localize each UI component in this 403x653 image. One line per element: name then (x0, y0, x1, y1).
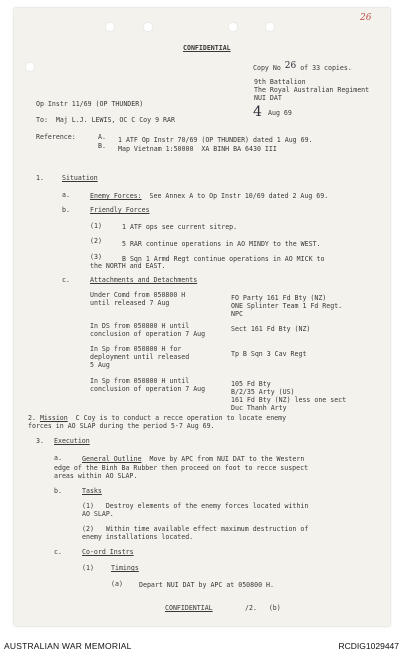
general-outline-line-2: edge of the Binh Ba Rubber then proceed on foot to recce suspect (54, 464, 309, 472)
continuation-marker: /2. (b) (245, 604, 281, 612)
section-3b-key: b. (54, 487, 62, 495)
handwritten-date-day: 4 (253, 104, 262, 120)
attach-row-4-left-2: conclusion of operation 7 Aug (90, 385, 206, 393)
task-1-line-2: AO SLAP. (82, 510, 114, 518)
tasks-title: Tasks (82, 487, 102, 495)
section-1-title: Situation (62, 174, 98, 182)
attach-row-4-left-1: In Sp from 050800 H until (90, 377, 190, 385)
friendly-3-cont: the NORTH and EAST. (90, 262, 166, 270)
friendly-3-text: B Sqn 1 Armd Regt continue operations in AO MICK to (122, 255, 325, 263)
attach-row-4-right-4: Duc Thanh Arty (231, 404, 287, 412)
section-1-number: 1. (36, 174, 44, 182)
reference-b-key: B. (98, 142, 106, 150)
attach-row-1-left-2: until released 7 Aug (90, 299, 170, 307)
punch-hole (143, 22, 153, 32)
addressee: To: Maj L.J. LEWIS, OC C Coy 9 RAR (36, 116, 175, 124)
attach-row-3-left-1: In Sp from 050800 H for (90, 345, 182, 353)
classification-footer: CONFIDENTIAL (165, 604, 213, 612)
section-1a-key: a. (62, 191, 70, 199)
mission-line-2: forces in AO SLAP during the period 5-7 Aug 69. (28, 422, 215, 430)
attach-row-4-right-1: 105 Fd Bty (231, 380, 271, 388)
archive-record-id: RCDIG1029447 (338, 641, 399, 651)
mission-line-1: 2. Mission C Coy is to conduct a recce operation to locate enemy (28, 414, 287, 422)
attach-row-3-right-1: Tp B Sqn 3 Cav Regt (231, 350, 307, 358)
general-outline-line-1: General Outline Move by APC from NUI DAT to the Western (82, 455, 305, 463)
coord-instrs-title: Co-ord Instrs (82, 548, 134, 556)
classification-header: CONFIDENTIAL (183, 44, 231, 52)
attach-row-1-right-1: FO Party 161 Fd Bty (NZ) (231, 294, 327, 302)
attach-row-4-right-3: 161 Fd Bty (NZ) less one sect (231, 396, 347, 404)
attach-row-1-right-3: NPC (231, 310, 243, 318)
attachments-title: Attachments and Detachments (90, 276, 198, 284)
punch-hole (105, 22, 115, 32)
reference-label: Reference: (36, 133, 76, 141)
attach-row-2-left-1: In DS from 050800 H until (90, 322, 190, 330)
attach-row-2-right-1: Sect 161 Fd Bty (NZ) (231, 325, 311, 333)
timing-a-text: Depart NUI DAT by APC at 050800 H. (139, 581, 274, 589)
timing-a-key: (a) (111, 580, 123, 588)
regiment-name: The Royal Australian Regiment (254, 86, 370, 94)
reference-b-text: Map Vietnam 1:50000 XA BINH BA 6430 III (118, 145, 277, 153)
friendly-2-text: 5 RAR continue operations in AO MINDY to the WEST. (122, 240, 321, 248)
attach-row-3-left-2: deployment until released (90, 353, 190, 361)
attach-row-4-right-2: B/2/35 Arty (US) (231, 388, 295, 396)
general-outline-line-3: areas within AO SLAP. (54, 472, 138, 480)
handwritten-page-number: 26 (360, 13, 372, 23)
enemy-forces-line: Enemy Forces: See Annex A to Op Instr 10/69 dated 2 Aug 69. (90, 192, 329, 200)
order-title: Op Instr 11/69 (OP THUNDER) (36, 100, 144, 108)
section-3a-key: a. (54, 454, 62, 462)
friendly-2-key: (2) (90, 237, 102, 245)
timings-title: Timings (111, 564, 139, 572)
punch-hole (228, 22, 238, 32)
handwritten-copy-number: 26 (284, 61, 297, 71)
section-1c-key: c. (62, 276, 70, 284)
archive-footer (0, 636, 403, 653)
punch-hole (25, 62, 35, 72)
location: NUI DAT (254, 94, 282, 102)
task-1-line-1: (1) Destroy elements of the enemy forces located within (82, 502, 309, 510)
date-month-year: Aug 69 (268, 109, 292, 117)
attach-row-1-right-2: ONE Splinter Team 1 Fd Regt. (231, 302, 343, 310)
friendly-3-key: (3) (90, 253, 102, 261)
punch-hole (265, 22, 275, 32)
attach-row-3-left-3: 5 Aug (90, 361, 110, 369)
friendly-1-key: (1) (90, 222, 102, 230)
attach-row-1-left-1: Under Comd from 050800 H (90, 291, 186, 299)
task-2-line-1: (2) Within time available effect maximum destruction of (82, 525, 309, 533)
reference-a-key: A. (98, 133, 106, 141)
section-3c-key: c. (54, 548, 62, 556)
friendly-1-text: 1 ATF ops see current sitrep. (122, 223, 238, 231)
friendly-forces-title: Friendly Forces (90, 206, 150, 214)
section-3-number: 3. (36, 437, 44, 445)
unit-name: 9th Battalion (254, 78, 306, 86)
copy-number-line: Copy No 26 of 33 copies. (253, 61, 352, 72)
section-1b-key: b. (62, 206, 70, 214)
reference-a-text: 1 ATF Op Instr 70/69 (OP THUNDER) dated 1 Aug 69. (118, 136, 313, 144)
archive-name: AUSTRALIAN WAR MEMORIAL (4, 641, 132, 651)
coord-1-key: (1) (82, 564, 94, 572)
task-2-line-2: enemy installations located. (82, 533, 194, 541)
section-3-title: Execution (54, 437, 90, 445)
attach-row-2-left-2: conclusion of operation 7 Aug (90, 330, 206, 338)
